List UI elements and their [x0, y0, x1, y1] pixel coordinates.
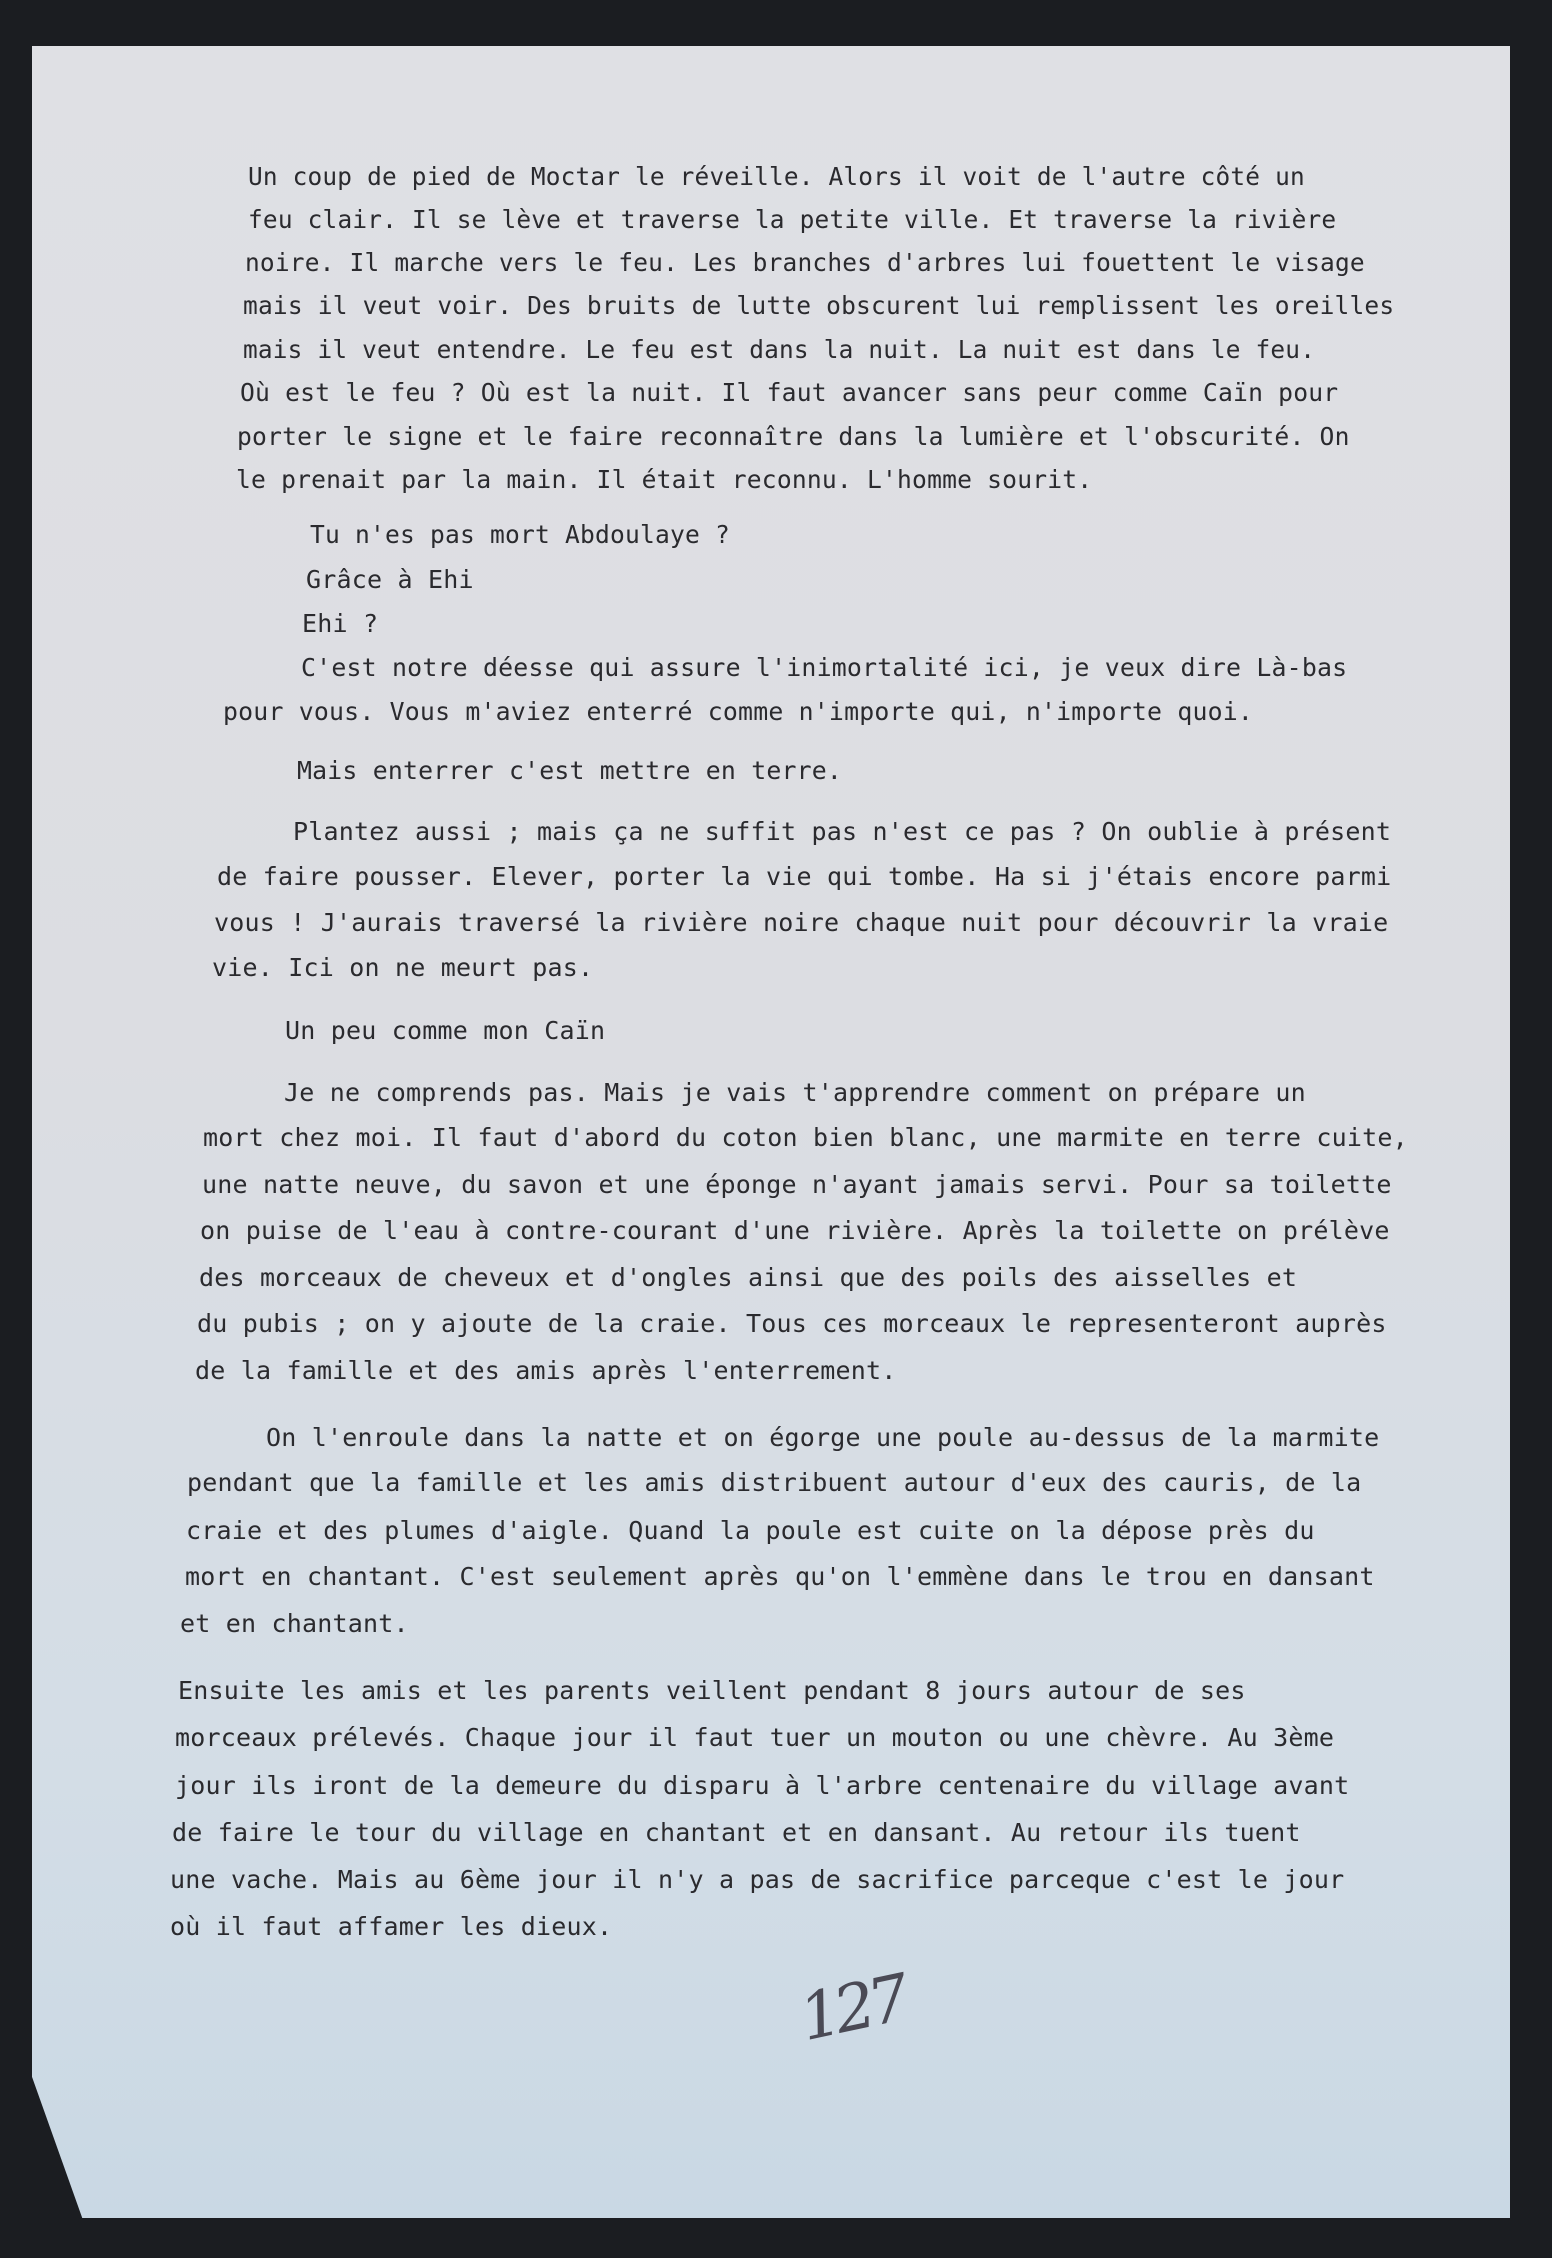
text-line: On l'enroule dans la natte et on égorge une poule au-dessus de la marmite — [266, 1423, 1380, 1452]
text-line: le prenait par la main. Il était reconnu. L'homme sourit. — [236, 465, 1093, 494]
text-line: morceaux prélevés. Chaque jour il faut tuer un mouton ou une chèvre. Au 3ème — [175, 1723, 1335, 1752]
text-line: pour vous. Vous m'aviez enterré comme n'importe qui, n'importe quoi. — [223, 697, 1254, 726]
text-line: feu clair. Il se lève et traverse la petite ville. Et traverse la rivière — [248, 205, 1337, 234]
text-line: de faire le tour du village en chantant et en dansant. Au retour ils tuent — [172, 1818, 1301, 1847]
text-line: Plantez aussi ; mais ça ne suffit pas n'est ce pas ? On oublie à présent — [293, 817, 1392, 846]
text-line: noire. Il marche vers le feu. Les branches d'arbres lui fouettent le visage — [245, 248, 1365, 277]
text-line: C'est notre déesse qui assure l'inimortalité ici, je veux dire Là-bas — [301, 653, 1348, 682]
text-line: porter le signe et le faire reconnaître dans la lumière et l'obscurité. On — [237, 422, 1350, 451]
text-line: vous ! J'aurais traversé la rivière noire chaque nuit pour découvrir la vraie — [214, 908, 1389, 937]
text-line: jour ils iront de la demeure du disparu à l'arbre centenaire du village avant — [175, 1771, 1350, 1800]
text-line: une vache. Mais au 6ème jour il n'y a pas de sacrifice parceque c'est le jour — [170, 1865, 1345, 1894]
text-line: Un coup de pied de Moctar le réveille. Alors il voit de l'autre côté un — [248, 162, 1305, 191]
text-line: de la famille et des amis après l'enterrement. — [195, 1356, 897, 1385]
text-line: Où est le feu ? Où est la nuit. Il faut avancer sans peur comme Caïn pour — [240, 378, 1339, 407]
text-line: mais il veut voir. Des bruits de lutte obscurent lui remplissent les oreilles — [243, 291, 1395, 320]
text-line: Un peu comme mon Caïn — [285, 1016, 606, 1045]
text-line: Grâce à Ehi — [306, 565, 474, 594]
handwritten-page-number: 127 — [793, 1961, 911, 2057]
text-line: craie et des plumes d'aigle. Quand la poule est cuite on la dépose près du — [186, 1516, 1315, 1545]
text-line: où il faut affamer les dieux. — [170, 1912, 613, 1941]
text-line: et en chantant. — [180, 1609, 409, 1638]
text-line: on puise de l'eau à contre-courant d'une rivière. Après la toilette on prélève — [200, 1216, 1390, 1245]
text-line: Ensuite les amis et les parents veillent pendant 8 jours autour de ses — [178, 1676, 1246, 1705]
text-line: une natte neuve, du savon et une éponge n'ayant jamais servi. Pour sa toilette — [202, 1170, 1392, 1199]
text-line: mais il veut entendre. Le feu est dans la nuit. La nuit est dans le feu. — [243, 335, 1316, 364]
text-line: Ehi ? — [302, 609, 379, 638]
text-line: des morceaux de cheveux et d'ongles ainsi que des poils des aisselles et — [199, 1263, 1298, 1292]
text-line: Je ne comprends pas. Mais je vais t'apprendre comment on prépare un — [284, 1078, 1306, 1107]
text-line: du pubis ; on y ajoute de la craie. Tous ces morceaux le representeront auprès — [197, 1309, 1387, 1338]
text-line: Tu n'es pas mort Abdoulaye ? — [310, 520, 731, 549]
text-line: pendant que la famille et les amis distribuent autour d'eux des cauris, de la — [187, 1468, 1362, 1497]
text-line: Mais enterrer c'est mettre en terre. — [297, 756, 843, 785]
text-line: mort en chantant. C'est seulement après qu'on l'emmène dans le trou en dansant — [185, 1562, 1375, 1591]
text-line: vie. Ici on ne meurt pas. — [212, 953, 594, 982]
text-line: mort chez moi. Il faut d'abord du coton bien blanc, une marmite en terre cuite, — [203, 1123, 1408, 1152]
text-line: de faire pousser. Elever, porter la vie qui tombe. Ha si j'étais encore parmi — [217, 862, 1392, 891]
